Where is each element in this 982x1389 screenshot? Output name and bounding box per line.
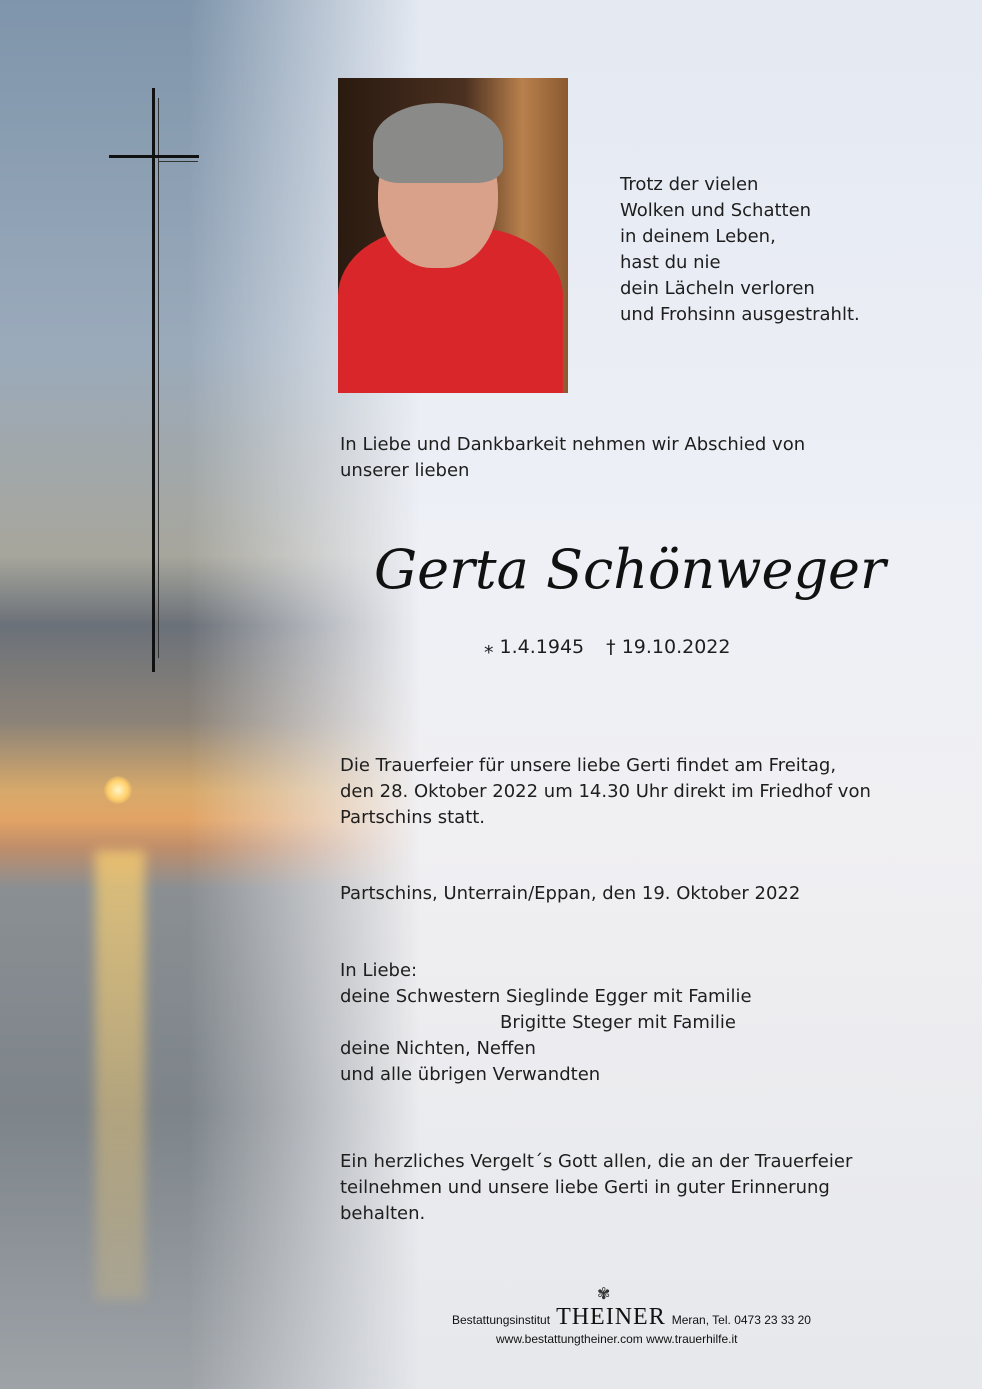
- poem-line: Wolken und Schatten: [620, 200, 812, 221]
- intro: [340, 432, 805, 484]
- thanks-line: behalten.: [340, 1203, 426, 1224]
- deceased-name: Gerta Schönweger: [374, 538, 886, 601]
- mourner-line: In Liebe:: [340, 960, 418, 981]
- portrait-photo: [338, 78, 568, 393]
- thanks: [340, 1149, 852, 1227]
- intro-line: unserer lieben: [340, 460, 470, 481]
- place-date: Partschins, Unterrain/Eppan, den 19. Oktober 2022: [340, 883, 801, 904]
- thanks-line: teilnehmen und unsere liebe Gerti in guter Erinnerung: [340, 1177, 830, 1198]
- tree-logo-icon: ✾: [597, 1286, 611, 1303]
- death-date: † 19.10.2022: [606, 636, 731, 658]
- sun: [104, 776, 132, 804]
- birth-date: ⁎ 1.4.1945: [484, 636, 585, 658]
- sun-reflection: [95, 850, 145, 1300]
- mourners: [340, 958, 752, 1088]
- mourner-line: und alle übrigen Verwandten: [340, 1064, 601, 1085]
- mourner-line: deine Nichten, Neffen: [340, 1038, 536, 1059]
- funeral-home-footer: [452, 1286, 811, 1330]
- ceremony-info: [340, 753, 871, 831]
- poem-line: und Frohsinn ausgestrahlt.: [620, 304, 860, 325]
- ceremony-line: Partschins statt.: [340, 807, 486, 828]
- brand-logo: THEINER: [556, 1304, 666, 1330]
- poem-line: Trotz der vielen: [620, 174, 759, 195]
- footer-prefix: Bestattungsinstitut: [452, 1313, 551, 1327]
- intro-line: In Liebe und Dankbarkeit nehmen wir Abschied von: [340, 434, 806, 455]
- thanks-line: Ein herzliches Vergelt´s Gott allen, die an der Trauerfeier: [340, 1151, 853, 1172]
- life-dates: [484, 634, 730, 660]
- poem: [620, 172, 860, 328]
- poem-line: in deinem Leben,: [620, 226, 776, 247]
- mourner-line: deine Schwestern Sieglinde Egger mit Familie: [340, 986, 752, 1007]
- footer-websites: www.bestattungtheiner.com www.trauerhilfe.it: [496, 1332, 738, 1346]
- poem-line: hast du nie: [620, 252, 721, 273]
- ceremony-line: den 28. Oktober 2022 um 14.30 Uhr direkt im Friedhof von: [340, 781, 871, 802]
- mourner-line: Brigitte Steger mit Familie: [500, 1012, 736, 1033]
- poem-line: dein Lächeln verloren: [620, 278, 815, 299]
- ceremony-line: Die Trauerfeier für unsere liebe Gerti findet am Freitag,: [340, 755, 837, 776]
- footer-contact: Meran, Tel. 0473 23 33 20: [671, 1313, 811, 1327]
